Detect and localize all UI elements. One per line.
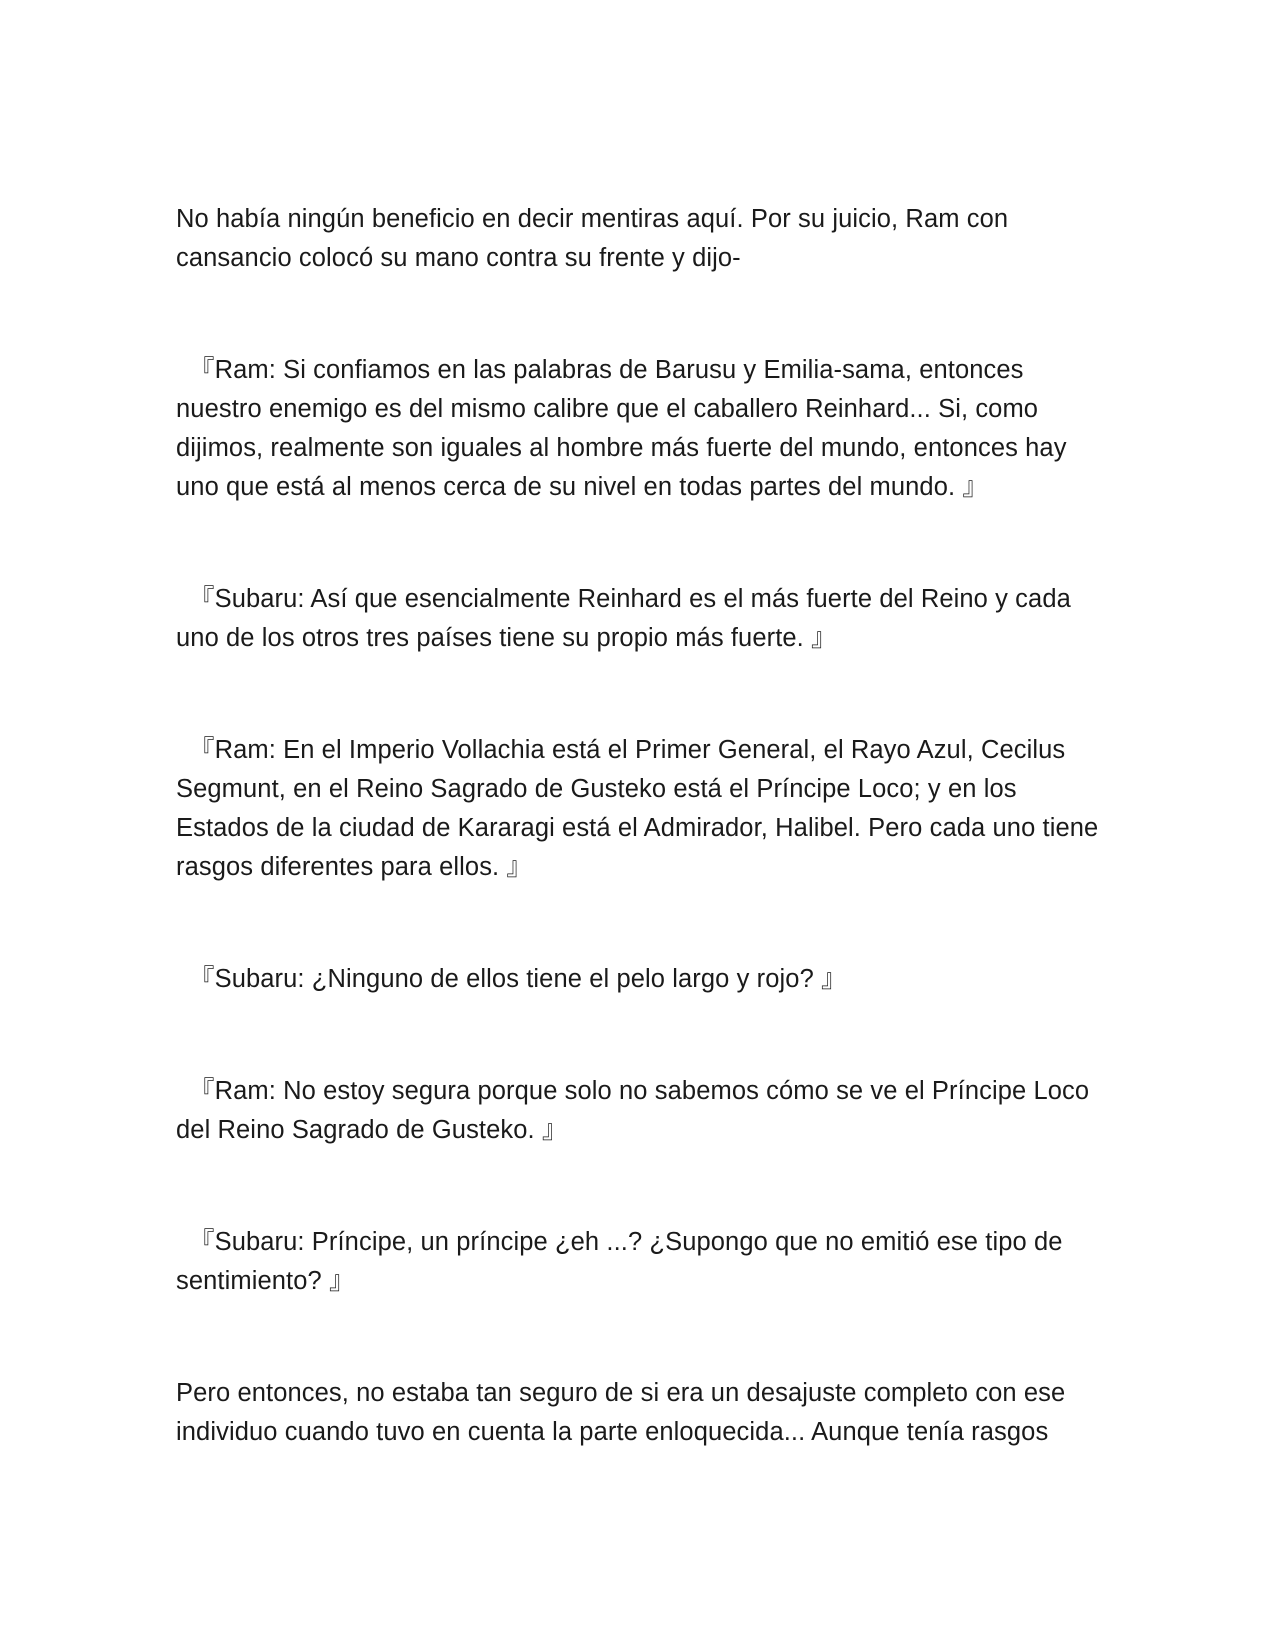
dialogue-paragraph: 『Subaru: Príncipe, un príncipe ¿eh ...? ¿Supongo que no emitió ese tipo de sentimiento? 』 xyxy=(176,1228,1063,1295)
dialogue-paragraph: 『Ram: No estoy segura porque solo no sabemos cómo se ve el Príncipe Loco del Reino Sagrado de Gusteko. 』 xyxy=(176,1077,1090,1144)
narration-paragraph: Pero entonces, no estaba tan seguro de si era un desajuste completo con ese individuo cuando tuvo en cuenta la parte enloquecida... Aunque tenía rasgos xyxy=(176,1379,1066,1446)
page-body xyxy=(176,200,1106,1452)
dialogue-paragraph: 『Subaru: ¿Ninguno de ellos tiene el pelo largo y rojo? 』 xyxy=(189,965,847,993)
dialogue-paragraph: 『Ram: Si confiamos en las palabras de Barusu y Emilia-sama, entonces nuestro enemigo es del mismo calibre que el caballero Reinhard... Si, como dijimos, realmente son iguales al hombre más fuerte del mundo, entonces hay uno que está al menos cerca de su nivel en todas partes del mundo. 』 xyxy=(176,356,1067,501)
dialogue-paragraph: 『Ram: En el Imperio Vollachia está el Primer General, el Rayo Azul, Cecilus Segmunt, en el Reino Sagrado de Gusteko está el Príncipe Loco; y en los Estados de la ciudad de Kararagi está el Admirador, Halibel. Pero cada uno tiene rasgos diferentes para ellos. 』 xyxy=(176,736,1099,881)
narration-paragraph: No había ningún beneficio en decir mentiras aquí. Por su juicio, Ram con cansancio colocó su mano contra su frente y dijo- xyxy=(176,205,1009,272)
dialogue-paragraph: 『Subaru: Así que esencialmente Reinhard es el más fuerte del Reino y cada uno de los otros tres países tiene su propio más fuerte. 』 xyxy=(176,585,1071,652)
